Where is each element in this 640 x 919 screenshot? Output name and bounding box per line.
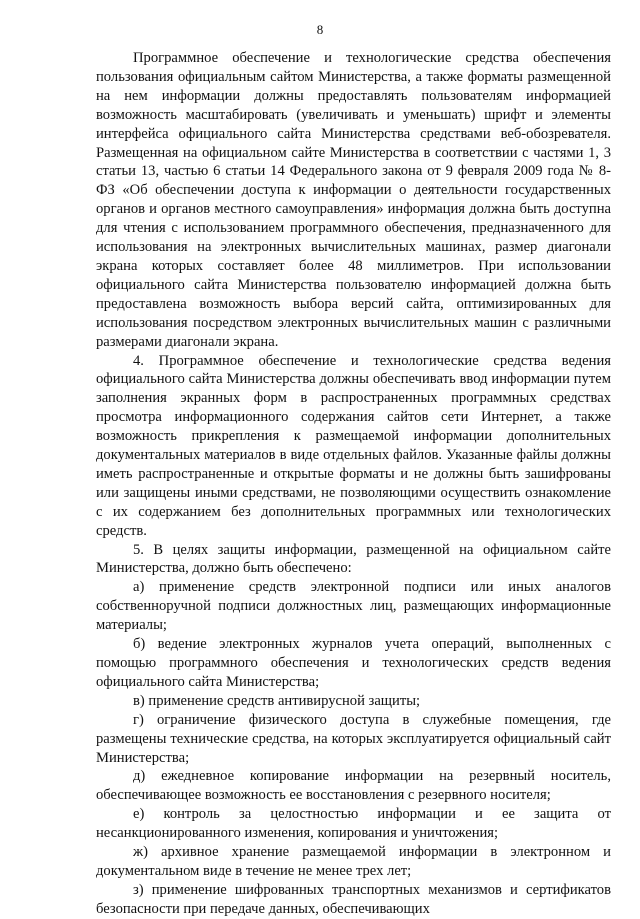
list-item-zh: ж) архивное хранение размещаемой информации в электронном и документальном виде в течение не менее трех лет; [96, 844, 611, 879]
document-body [96, 49, 611, 919]
list-item-b: б) ведение электронных журналов учета операций, выполненных с помощью программного обеспечения и технологических средств ведения официального сайта Министерства; [96, 636, 611, 690]
paragraph-5-protection-intro: 5. В целях защиты информации, размещенной на официальном сайте Министерства, должно быть обеспечено: [96, 541, 611, 577]
list-item-z: з) применение шифрованных транспортных механизмов и сертификатов безопасности при передаче данных, обеспечивающих [96, 881, 611, 917]
list-item-d: д) ежедневное копирование информации на резервный носитель, обеспечивающее возможность ее восстановления с резервного носителя; [96, 768, 611, 804]
list-item-g: г) ограничение физического доступа в служебные помещения, где размещены технические средства, на которых эксплуатируется официальный сайт Министерства; [96, 711, 611, 766]
list-item-e: е) контроль за целостностью информации и ее защита от несанкционированного изменения, копирования и уничтожения; [96, 806, 611, 842]
paragraph-software-scaling: Программное обеспечение и технологические средства обеспечения пользования официальным сайтом Министерства, а также форматы размещенной на нем информации должны предоставлять пользователям информацией возможность масштабировать (увеличивать и уменьшать) шрифт и элементы интерфейса официального сайта Министерства средствами веб-обозревателя. Размещенная на официальном сайте Министерства в соответствии с частями 1, 3 статьи 13, частью 6 статьи 14 Федерального закона от 9 февраля 2009 года № 8-ФЗ «Об обеспечении доступа к информации о деятельности государственных органов и органов местного самоуправления» информация должна быть доступна для чтения с использованием программного обеспечения, предназначенного для использования на электронных вычислительных машинах, размер диагонали экрана которых составляет более 48 миллиметров. При использовании официального сайта Министерства пользователю информацией должна быть предоставлена возможность выбора версий сайта, оптимизированных для использования посредством электронных вычислительных машин с различными размерами диагонали экрана. [96, 50, 611, 350]
list-item-v: в) применение средств антивирусной защиты; [133, 692, 421, 709]
list-item-a: а) применение средств электронной подписи или иных аналогов собственноручной подписи должностных лиц, размещающих информационные материалы; [96, 579, 611, 634]
paragraph-4-input-forms: 4. Программное обеспечение и технологические средства ведения официального сайта Министерства должны обеспечивать ввод информации путем заполнения экранных форм в распространенных программных средствах просмотра информационного содержания сайтов сети Интернет, а также возможность прикрепления к размещаемой информации дополнительных документальных материалов в виде отдельных файлов. Указанные файлы должны иметь распространенные и открытые форматы и не должны быть зашифрованы или защищены иными средствами, не позволяющими осуществить ознакомление с их содержанием без дополнительных программных или технологических средств. [96, 352, 611, 539]
page-number: 8 [316, 22, 324, 37]
